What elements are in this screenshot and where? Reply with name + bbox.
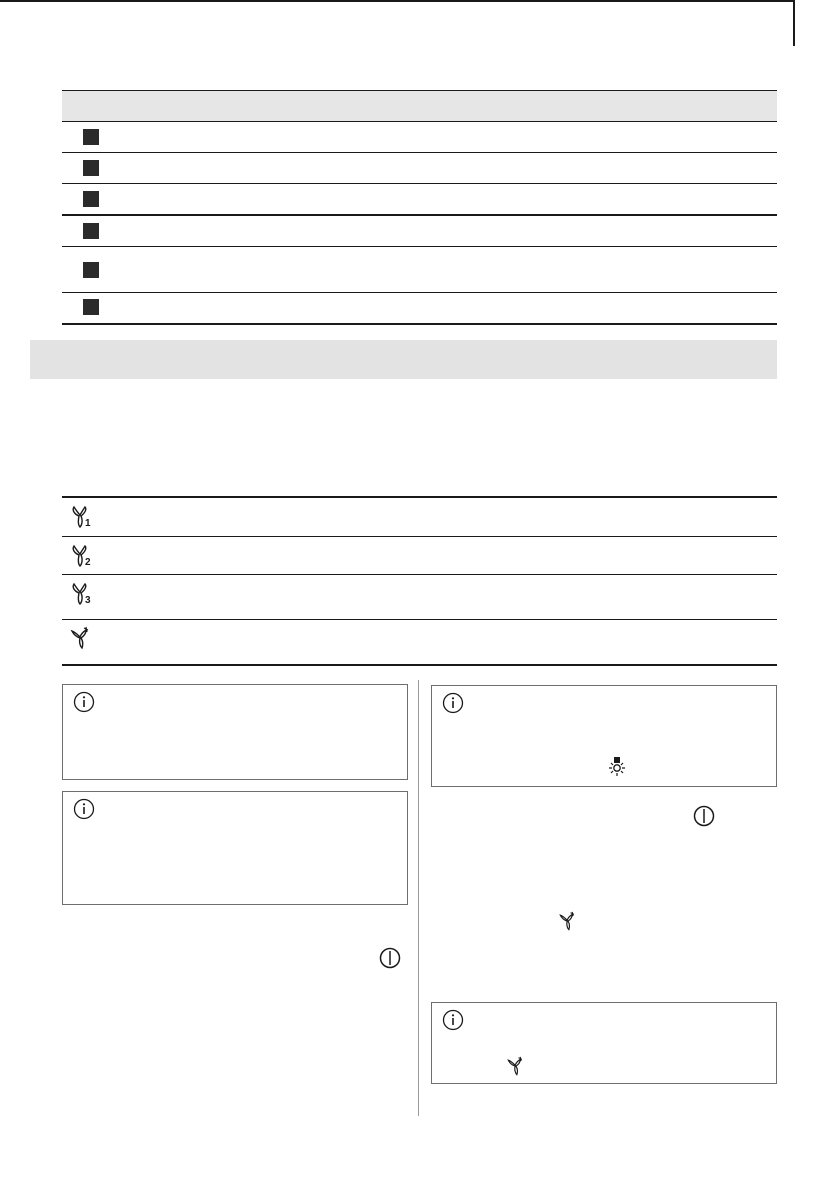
components-table-header	[62, 90, 777, 122]
fan-speed-3-icon	[68, 581, 94, 607]
table-row	[62, 575, 777, 620]
top-rule-cap	[793, 0, 795, 46]
info-note	[62, 684, 408, 780]
section-heading-bar	[30, 340, 777, 379]
fan-speed-table	[62, 496, 777, 666]
svg-text:2: 2	[85, 557, 91, 568]
info-icon	[73, 798, 95, 820]
table-row	[62, 247, 777, 293]
power-icon	[692, 804, 716, 828]
fan-boost-icon	[557, 910, 579, 934]
table-row	[62, 537, 777, 575]
top-rule	[0, 0, 793, 2]
marker-square-icon	[83, 129, 99, 145]
power-icon	[378, 946, 402, 970]
info-note	[431, 1002, 777, 1084]
info-icon	[442, 692, 464, 714]
svg-text:1: 1	[85, 518, 91, 529]
table-row	[62, 216, 777, 247]
marker-square-icon	[83, 262, 99, 278]
marker-square-icon	[83, 160, 99, 176]
fan-boost-icon	[68, 626, 94, 652]
table-row	[62, 122, 777, 153]
components-table	[62, 90, 777, 325]
svg-text:3: 3	[85, 595, 91, 606]
table-row	[62, 496, 777, 537]
info-icon	[442, 1009, 464, 1031]
table-row	[62, 293, 777, 325]
column-divider	[418, 680, 419, 1116]
fan-speed-2-icon	[68, 543, 94, 569]
light-icon	[606, 756, 628, 778]
table-row	[62, 153, 777, 184]
table-row	[62, 184, 777, 216]
info-icon	[73, 691, 95, 713]
table-row	[62, 620, 777, 666]
info-note	[62, 791, 408, 905]
fan-speed-1-icon	[68, 504, 94, 530]
marker-square-icon	[83, 223, 99, 239]
info-note	[431, 685, 777, 787]
marker-square-icon	[83, 191, 99, 207]
fan-boost-icon	[505, 1055, 527, 1079]
marker-square-icon	[83, 299, 99, 315]
column-separator	[160, 498, 161, 536]
